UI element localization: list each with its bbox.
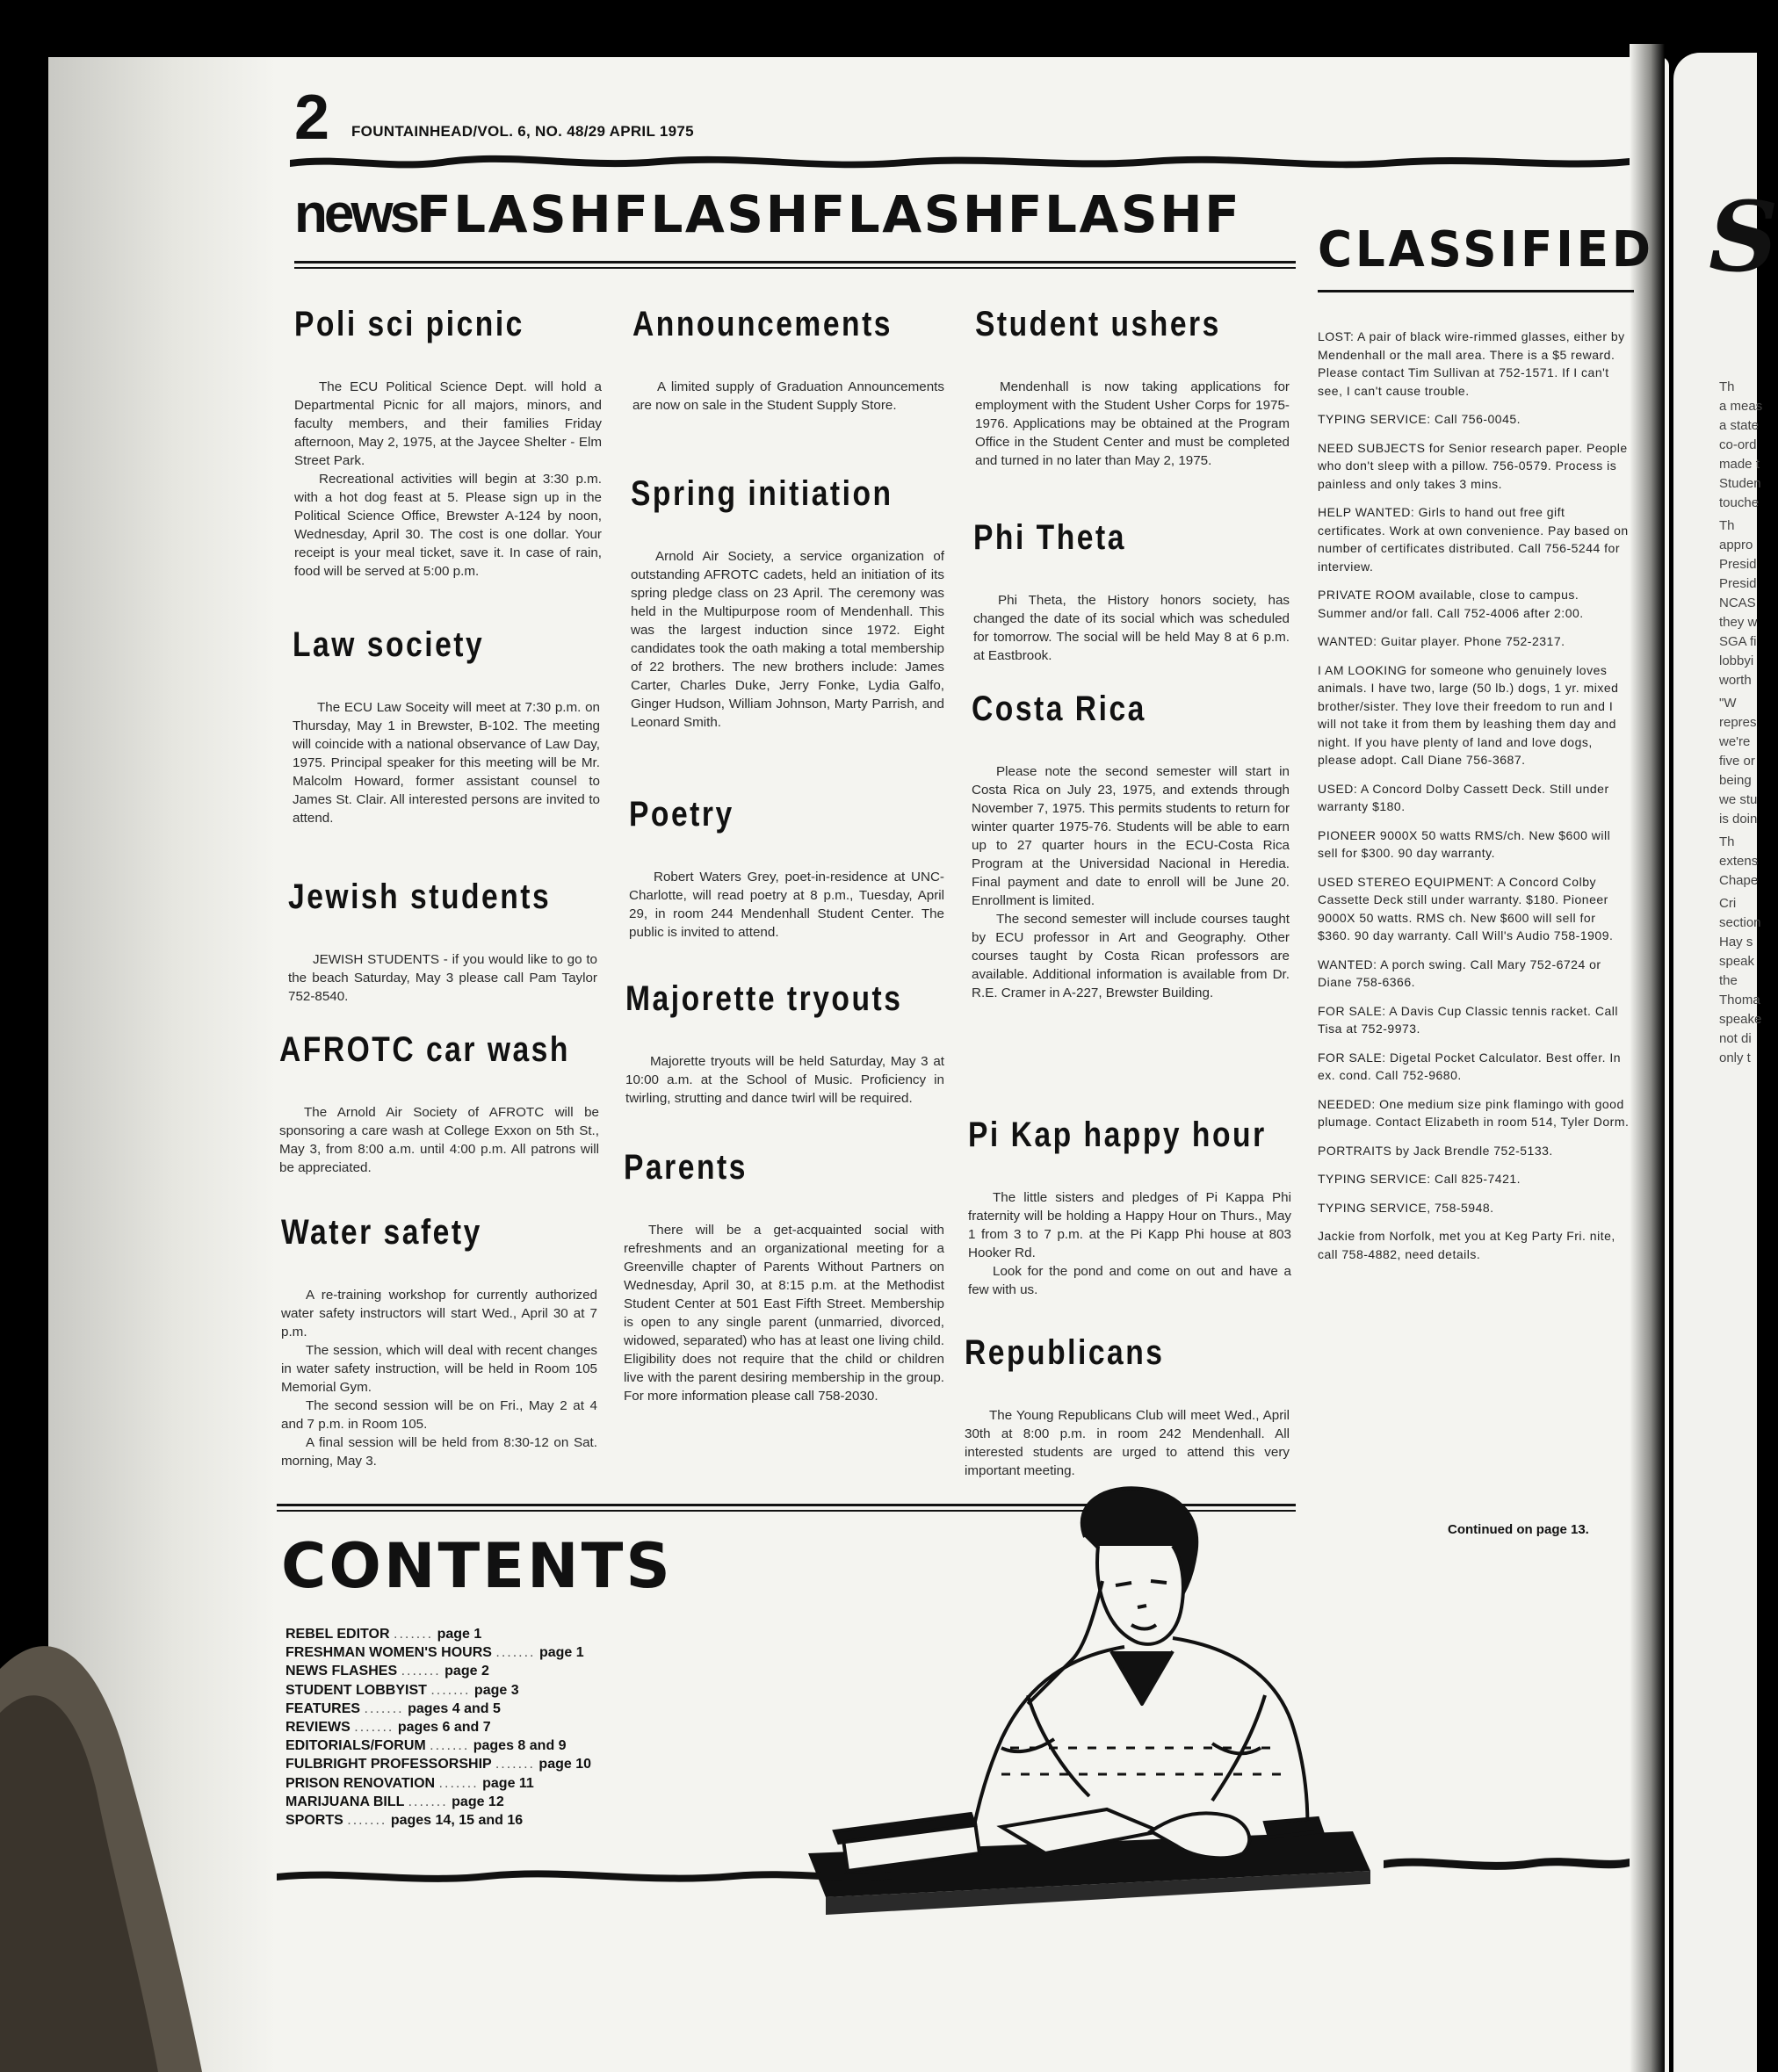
classified-ad: TYPING SERVICE, 758-5948. <box>1318 1200 1494 1215</box>
student-reading-illustration <box>738 1484 1379 1919</box>
contents-item-name: FEATURES <box>285 1700 361 1716</box>
classified-ad: Jackie from Norfolk, met you at Keg Party Fri. nite, call 758-4882, need details. <box>1318 1229 1615 1261</box>
adjacent-page-fragment: five or <box>1719 754 1755 769</box>
contents-item-name: FULBRIGHT PROFESSORSHIP <box>285 1757 492 1772</box>
contents-item-leader: ....... <box>430 1682 471 1698</box>
article-headline: Poetry <box>629 795 734 834</box>
article-headline: Pi Kap happy hour <box>968 1115 1267 1154</box>
flash-wordmark: FLASHFLASHFLASHFLASHF <box>416 184 1242 244</box>
contents-item <box>285 1736 591 1755</box>
article-paragraph: Look for the pond and come on out and have a few with us. <box>968 1264 1291 1297</box>
adjacent-page-fragment: Presid <box>1719 557 1757 572</box>
article-announcements <box>632 305 944 415</box>
article-poli-sci-picnic <box>294 305 602 581</box>
classified-ad: NEEDED: One medium size pink flamingo with good plumage. Contact Elizabeth in room 514, Tyler Dorm. <box>1318 1096 1630 1129</box>
classified-ad: HELP WANTED: Girls to hand out free gift certificates. Work at own convenience. Pay based on number of certificates distributed. Call 756-5244 for interview. <box>1318 505 1629 574</box>
publication-line: FOUNTAINHEAD/VOL. 6, NO. 48/29 APRIL 1975 <box>351 123 694 140</box>
adjacent-page-fragment: Th <box>1719 518 1735 533</box>
classified-ad: I AM LOOKING for someone who genuinely loves animals. I have two, large (50 lb.) dogs, 1 yr. mixed brother/sister. They love their freedom to run and I will not take it from them by leashing them day and night. If you have plenty of land and love dogs, please adopt. Call Diane 756-3687. <box>1318 662 1619 767</box>
article-headline: Majorette tryouts <box>625 979 903 1018</box>
contents-item <box>285 1700 591 1718</box>
contents-item-page: pages 6 and 7 <box>397 1720 491 1736</box>
adjacent-page-fragment: Cri <box>1719 896 1737 911</box>
adjacent-page-fragment: SGA fi <box>1719 634 1757 649</box>
contents-item-page: page 2 <box>444 1664 489 1679</box>
adjacent-page-fragment: extens <box>1719 854 1759 869</box>
contents-item-page: pages 14, 15 and 16 <box>390 1813 524 1829</box>
contents-item-leader: ....... <box>354 1720 394 1736</box>
adjacent-page <box>1673 53 1778 2072</box>
adjacent-page-fragment: Hay s <box>1719 935 1753 949</box>
contents-item-name: NEWS FLASHES <box>285 1664 398 1679</box>
contents-item-leader: ....... <box>347 1813 387 1829</box>
contents-item-leader: ....... <box>401 1664 441 1679</box>
adjacent-page-fragment: NCAS <box>1719 596 1756 610</box>
classified-ad: PIONEER 9000X 50 watts RMS/ch. New $600 will sell for $300. 90 day warranty. <box>1318 827 1611 860</box>
contents-item-name: MARIJUANA BILL <box>285 1794 405 1809</box>
classified-ad: PORTRAITS by Jack Brendle 752-5133. <box>1318 1143 1553 1158</box>
article-headline: AFROTC car wash <box>279 1030 570 1069</box>
contents-item <box>285 1662 591 1680</box>
classified-ad: NEED SUBJECTS for Senior research paper. People who don't sleep with a pillow. 756-0579. Process is painless and only takes 3 mins. <box>1318 440 1628 491</box>
article-republicans <box>965 1333 1290 1480</box>
classified-ad: LOST: A pair of black wire-rimmed glasses, either by Mendenhall or the mall area. There is a $5 reward. Please contact Tim Sullivan at 752-1571. If I can't see, I can't cause trouble. <box>1318 329 1625 398</box>
adjacent-page-fragment: "W <box>1719 696 1737 711</box>
contents-item <box>285 1793 591 1811</box>
article-paragraph: A final session will be held from 8:30-12 on Sat. morning, May 3. <box>281 1435 597 1469</box>
adjacent-page-fragment: speake <box>1719 1012 1762 1027</box>
article-paragraph: Majorette tryouts will be held Saturday, May 3 at 10:00 a.m. at the School of Music. Proficiency in twirling, strutting and dance twirl will be required. <box>625 1054 944 1106</box>
article-paragraph: The Arnold Air Society of AFROTC will be sponsoring a care wash at College Exxon on 5th St., May 3, from 8:00 a.m. until 4:00 p.m. All patrons will be appreciated. <box>279 1105 599 1175</box>
contents-item-page: page 10 <box>538 1757 592 1772</box>
classified-rule <box>1318 290 1634 292</box>
contents-list <box>285 1625 591 1830</box>
contents-item <box>285 1811 591 1830</box>
adjacent-page-fragment: co-ord <box>1719 437 1757 452</box>
contents-item-leader: ....... <box>495 1645 536 1661</box>
contents-item-leader: ....... <box>394 1627 434 1642</box>
article-paragraph: Recreational activities will begin at 3:30 p.m. with a hot dog feast at 5. Please sign up in the Political Science Office, Brewster A-124 by noon, Wednesday, April 30. The cost is one dollar. Your receipt is your meal ticket, save it. In case of rain, food will be served at 5:00 p.m. <box>294 472 602 579</box>
classified-ad: PRIVATE ROOM available, close to campus. Summer and/or fall. Call 752-4006 after 2:00. <box>1318 588 1584 620</box>
article-headline: Jewish students <box>288 877 552 916</box>
article-paragraph: Robert Waters Grey, poet-in-residence at UNC-Charlotte, will read poetry at 8 p.m., Tuesday, April 29, in room 244 Mendenhall Student Center. The public is invited to attend. <box>629 870 944 940</box>
article-paragraph: Mendenhall is now taking applications for employment with the Student Usher Corps for 1975-1976. Applications may be obtained at the Program Office in the Student Center and must be completed and turned in no later than May 2, 1975. <box>975 379 1290 468</box>
adjacent-page-fragment: only t <box>1719 1050 1751 1065</box>
news-flash-banner <box>294 183 1241 264</box>
article-paragraph: A limited supply of Graduation Announcements are now on sale in the Student Supply Store. <box>632 379 944 413</box>
adjacent-page-fragment: speak <box>1719 954 1755 969</box>
news-wordmark: news <box>294 184 417 244</box>
adjacent-page-fragment: made t <box>1719 457 1760 472</box>
article-paragraph: Phi Theta, the History honors society, has changed the date of its social which was scheduled for tomorrow. The social will be held May 8 at 6 p.m. at Eastbrook. <box>973 593 1290 663</box>
article-headline: Parents <box>624 1148 748 1187</box>
adjacent-page-fragment: Th <box>1719 834 1735 849</box>
classified-ad: WANTED: Guitar player. Phone 752-2317. <box>1318 634 1565 648</box>
article-paragraph: Arnold Air Society, a service organization of outstanding AFROTC cadets, held an initiation of its spring pledge class on 23 April. The ceremony was held in the Multipurpose room of Mendenhall. This was the largest induction since 1972. Eight candidates took the oath making a total membership of 22 brothers. The new brothers include: James Carter, Charles Duke, Jerry Fonke, Lydia Galfo, Ginger Hudson, William Johnson, Marty Parrish, and Leonard Smith. <box>631 549 944 730</box>
article-student-ushers <box>975 305 1290 470</box>
adjacent-page-headline-letter: S <box>1709 180 1778 293</box>
classified-ad: TYPING SERVICE: Call 756-0045. <box>1318 412 1521 426</box>
article-paragraph: The ECU Law Soceity will meet at 7:30 p.m. on Thursday, May 1 in Brewster, B-102. The meeting will coincide with a national observance of Law Day, 1975. Principal speaker for this meeting will be Mr. Malcolm Howard, former assistant counsel to James St. Clair. All interested persons are invited to attend. <box>293 700 600 826</box>
adjacent-page-fragment: they w <box>1719 615 1758 630</box>
article-paragraph: The Young Republicans Club will meet Wed., April 30th at 8:00 p.m. in room 242 Mendenhall. All interested students are urged to attend this very important meeting. <box>965 1408 1290 1478</box>
classified-ad: USED: A Concord Dolby Cassett Deck. Still under warranty $180. <box>1318 781 1609 813</box>
adjacent-page-fragment: Chape <box>1719 873 1759 888</box>
article-afrotc-car-wash <box>279 1030 599 1177</box>
banner-rule-bottom <box>294 267 1296 269</box>
article-headline: Costa Rica <box>972 689 1146 728</box>
article-paragraph: The second session will be on Fri., May 2 at 4 and 7 p.m. in Room 105. <box>281 1398 597 1432</box>
article-spring-initiation <box>631 474 944 732</box>
contents-item-leader: ....... <box>430 1738 470 1754</box>
contents-item-page: page 1 <box>437 1627 482 1642</box>
classified-ad: TYPING SERVICE: Call 825-7421. <box>1318 1172 1521 1186</box>
header-wave-rule <box>290 148 1630 174</box>
article-paragraph: The second semester will include courses taught by ECU professor in Art and Geography. Other courses taught by Costa Rican professors are available. Additional information is available from Dr. R.E. Cramer in A-227, Brewster Building. <box>972 912 1290 1000</box>
adjacent-page-fragment: not di <box>1719 1031 1752 1046</box>
banner-rule-top <box>294 261 1296 264</box>
article-headline: Phi Theta <box>973 518 1126 557</box>
continued-note: Continued on page 13. <box>1448 1522 1589 1537</box>
adjacent-page-fragment: touche <box>1719 495 1760 510</box>
contents-item-name: REBEL EDITOR <box>285 1627 390 1642</box>
article-poetry <box>629 795 944 942</box>
contents-title: CONTENTS <box>281 1530 673 1602</box>
contents-item-leader: ....... <box>408 1794 448 1809</box>
article-paragraph: The session, which will deal with recent changes in water safety instruction, will be held in Room 105 Memorial Gym. <box>281 1343 597 1395</box>
contents-item <box>285 1643 591 1662</box>
adjacent-page-fragment: Th <box>1719 379 1735 394</box>
article-headline: Announcements <box>632 305 893 343</box>
contents-item-page: page 12 <box>452 1794 504 1809</box>
adjacent-page-fragment: appro <box>1719 538 1753 552</box>
article-paragraph: There will be a get-acquainted social with refreshments and an organizational meeting for a Greenville chapter of Parents Without Partners on Wednesday, April 30, at 8:15 p.m. at the Methodist Student Center at 501 East Fifth Street. Membership is open to any single parent (unmarried, divorced, widowed, separated) who has at least one living child. Eligibility does not require that the child or children live with the parent desiring membership in the group. For more information please call 758-2030. <box>624 1223 944 1404</box>
adjacent-page-fragment: worth <box>1719 673 1752 688</box>
contents-item <box>285 1625 591 1643</box>
adjacent-page-fragment: section <box>1719 915 1761 930</box>
footer-wave-rule-left <box>277 1865 892 1888</box>
contents-item-page: pages 8 and 9 <box>473 1738 567 1754</box>
article-majorette-tryouts <box>625 979 944 1108</box>
adjacent-page-fragment: is doin <box>1719 812 1758 827</box>
contents-item-name: EDITORIALS/FORUM <box>285 1738 426 1754</box>
contents-item <box>285 1681 591 1700</box>
article-paragraph: The ECU Political Science Dept. will hold a Departmental Picnic for all majors, minors, and faculty members, and their families Friday afternoon, May 2, 1975, at the Jaycee Shelter - Elm Street Park. <box>294 379 602 468</box>
article-headline: Law society <box>293 625 485 664</box>
footer-wave-rule-right <box>1384 1852 1630 1876</box>
article-headline: Poli sci picnic <box>294 305 524 343</box>
contents-item <box>285 1755 591 1773</box>
adjacent-page-fragment: we stu <box>1719 792 1758 807</box>
article-phi-theta <box>973 518 1290 665</box>
contents-item-name: REVIEWS <box>285 1720 351 1736</box>
adjacent-page-fragment: Presid <box>1719 576 1757 591</box>
adjacent-page-fragment: lobbyi <box>1719 653 1754 668</box>
adjacent-page-fragment: repres <box>1719 715 1757 730</box>
contents-item-leader: ....... <box>438 1775 479 1791</box>
article-pi-kap-happy-hour <box>968 1115 1291 1299</box>
page-edge-shadow <box>1630 44 1665 2072</box>
contents-item-leader: ....... <box>495 1757 535 1772</box>
contents-item-leader: ....... <box>364 1700 404 1716</box>
classified-ad: WANTED: A porch swing. Call Mary 752-6724 or Diane 758-6366. <box>1318 957 1601 989</box>
contents-item-page: page 11 <box>482 1775 534 1791</box>
contents-item-page: page 3 <box>473 1682 519 1698</box>
contents-item <box>285 1718 591 1736</box>
article-law-society <box>293 625 600 827</box>
adjacent-page-fragment: Studen <box>1719 476 1761 491</box>
adjacent-page-fragment: being <box>1719 773 1752 788</box>
contents-item-name: SPORTS <box>285 1813 343 1829</box>
adjacent-page-fragment: a state <box>1719 418 1760 433</box>
contents-item-name: STUDENT LOBBYIST <box>285 1682 427 1698</box>
article-paragraph: JEWISH STUDENTS - if you would like to go to the beach Saturday, May 3 please call Pam Taylor 752-8540. <box>288 952 597 1004</box>
classified-ad: FOR SALE: A Davis Cup Classic tennis racket. Call Tisa at 752-9973. <box>1318 1003 1618 1036</box>
article-headline: Student ushers <box>975 305 1221 343</box>
adjacent-page-fragment: we're <box>1719 734 1751 749</box>
contents-item-page: page 1 <box>538 1645 584 1661</box>
adjacent-page-fragment: the <box>1719 973 1738 988</box>
classified-title: CLASSIFIED <box>1318 221 1654 278</box>
article-headline: Water safety <box>281 1213 482 1252</box>
classified-ad: USED STEREO EQUIPMENT: A Concord Colby Cassette Deck still under warranty. $180. Pioneer 9000X 50 watts. RMS ch. New $600 will sell for $360. 90 day warranty. Call Will's Audio 758-1909. <box>1318 874 1614 942</box>
contents-item <box>285 1774 591 1793</box>
article-jewish-students <box>288 877 597 1006</box>
article-paragraph: A re-training workshop for currently authorized water safety instructors will start Wed., April 30 at 7 p.m. <box>281 1288 597 1339</box>
article-paragraph: Please note the second semester will start in Costa Rica on July 23, 1975, and extends through November 7, 1975. This permits students to return for winter quarter 1975-76. Students will be able to earn up to 27 quarter hours in the ECU-Costa Rica Program at the Universidad Nacional in Heredia. Final payment and date to enroll will be June 20. Enrollment is limited. <box>972 764 1290 908</box>
classified-ads-list <box>1318 328 1630 1274</box>
adjacent-page-fragment: Thoma <box>1719 993 1760 1007</box>
article-headline: Republicans <box>965 1333 1165 1372</box>
contents-item-page: pages 4 and 5 <box>408 1700 501 1716</box>
contents-item-name: PRISON RENOVATION <box>285 1775 436 1791</box>
page-number: 2 <box>294 83 330 153</box>
article-water-safety <box>281 1213 597 1470</box>
adjacent-page-fragment: a meas <box>1719 399 1763 414</box>
article-paragraph: The little sisters and pledges of Pi Kappa Phi fraternity will be holding a Happy Hour on Thurs., May 1 from 3 to 7 p.m. at the Pi Kapp Phi house at 803 Hooker Rd. <box>968 1190 1291 1260</box>
classified-ad: FOR SALE: Digetal Pocket Calculator. Best offer. In ex. cond. Call 752-9680. <box>1318 1050 1622 1082</box>
article-headline: Spring initiation <box>631 474 893 513</box>
article-costa-rica <box>972 689 1290 1002</box>
scanner-thumb <box>0 1563 202 2072</box>
article-parents <box>624 1148 944 1405</box>
contents-item-name: FRESHMAN WOMEN'S HOURS <box>285 1645 492 1661</box>
